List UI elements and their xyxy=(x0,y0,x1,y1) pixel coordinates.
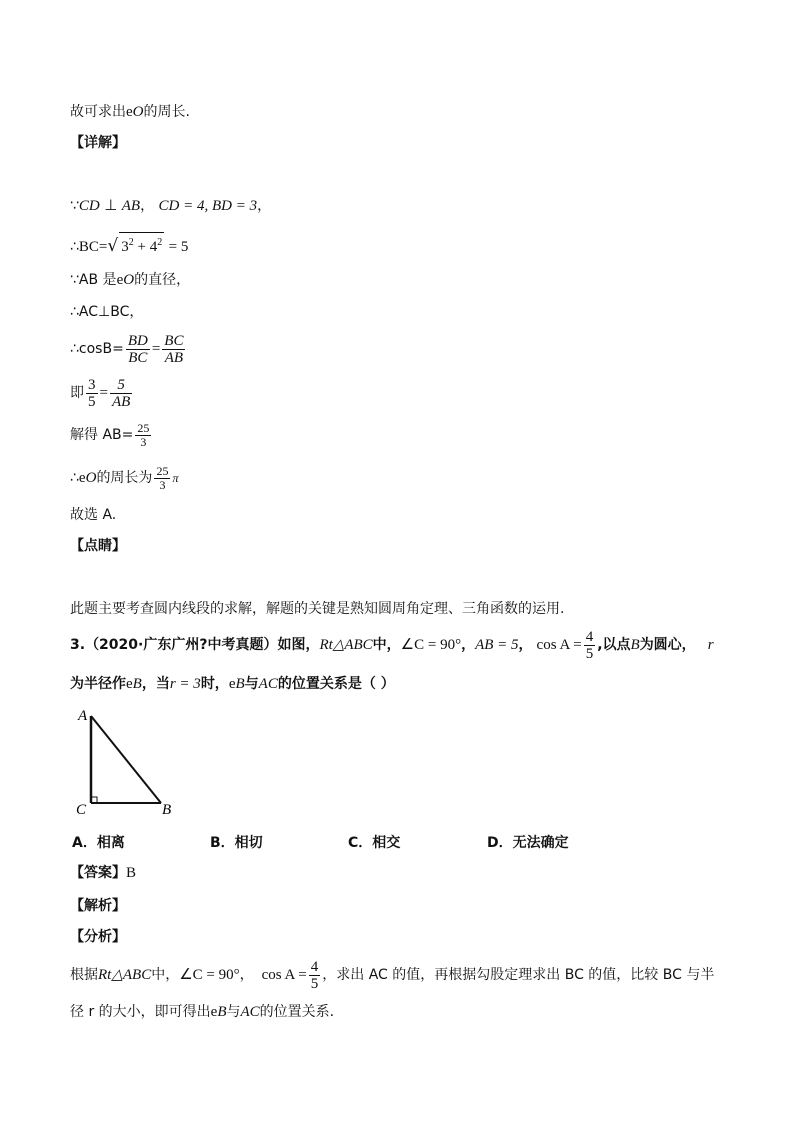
side-ab xyxy=(91,716,161,803)
section-fenxi-heading: 【分析】 xyxy=(70,929,126,945)
step-ratio: 即 $\frac{3}{5}$ = $\frac{5}{AB}$ xyxy=(70,376,131,410)
fraction-25-3: $\frac{25}{3}$ xyxy=(137,420,150,449)
conclusion-line: 故可求出eO的周长. xyxy=(70,104,190,120)
question-3-line2: 为半径作eB，当r = 3时，eB与AC的位置关系是（ ） xyxy=(70,676,395,692)
fraction-4-5-analysis: $\frac{4}{5}$ xyxy=(310,958,319,992)
radicand: $3^2 + 4^2$ xyxy=(119,232,164,257)
fraction-3-5: $\frac{3}{5}$ xyxy=(88,376,96,410)
vertex-c-label: C xyxy=(76,802,87,818)
section-jiexi-heading: 【解析】 xyxy=(70,898,126,914)
analysis-line1: 根据 Rt△ABC 中， ∠C = 90° ， cos A = $\frac{4}{5}$ ，求出 AC 的值，再根据勾股定理求出 BC 的值，比较 BC 与半 xyxy=(70,958,715,992)
step-bc-value: ∴BC=√ $3^2 + 4^2 = 5$ xyxy=(70,232,188,257)
fraction-5-ab: $\frac{5}{AB}$ xyxy=(111,376,131,410)
step-ab-result: 解得 AB= $\frac{25}{3}$ xyxy=(70,420,150,449)
choose-a: 故选 A. xyxy=(70,507,117,523)
step-cosb: ∴cosB= $\frac{BD}{BC}$ = $\frac{BC}{AB}$ xyxy=(70,332,184,366)
answer-line: 【答案】B xyxy=(70,865,137,881)
step-perimeter: ∴ e O 的周长为 $\frac{25}{3}$ π xyxy=(70,463,179,492)
fraction-25-3-pi: $\frac{25}{3}$ xyxy=(156,463,169,492)
option-b[interactable]: B．相切 xyxy=(210,835,263,851)
section-detail-heading: 【详解】 xyxy=(70,135,126,151)
analysis-line2: 径 r 的大小，即可得出eB与AC的位置关系. xyxy=(70,1004,335,1020)
fraction-bc-ab: $\frac{BC}{AB}$ xyxy=(164,332,184,366)
triangle-figure xyxy=(70,702,190,822)
fraction-4-5: $\frac{4}{5}$ xyxy=(585,628,594,662)
step-diameter: ∵AB 是eO的直径， xyxy=(70,272,191,288)
step-perpendicular: ∵CD ⊥ AB， CD = 4, BD = 3， xyxy=(70,198,272,214)
vertex-a-label: A xyxy=(78,708,88,724)
option-c[interactable]: C．相交 xyxy=(348,835,401,851)
section-comment-heading: 【点睛】 xyxy=(70,538,126,554)
step-ac-perp-bc: ∴AC⊥BC， xyxy=(70,304,144,320)
option-a[interactable]: A．相离 xyxy=(72,835,125,851)
option-d[interactable]: D．无法确定 xyxy=(487,835,569,851)
sqrt-symbol: √ xyxy=(107,236,119,256)
question-3-line1: 3. （2020·广东广州?中考真题） 如图， Rt△ABC 中， ∠C = 90° ， AB = 5 ， cos A = $\frac{4}{5}$ ,以点 B 为圆心， r xyxy=(70,628,714,662)
comment-text: 此题主要考查圆内线段的求解，解题的关键是熟知圆周角定理、三角函数的运用. xyxy=(70,601,565,617)
vertex-b-label: B xyxy=(162,802,172,818)
fraction-bd-bc: $\frac{BD}{BC}$ xyxy=(127,332,148,366)
